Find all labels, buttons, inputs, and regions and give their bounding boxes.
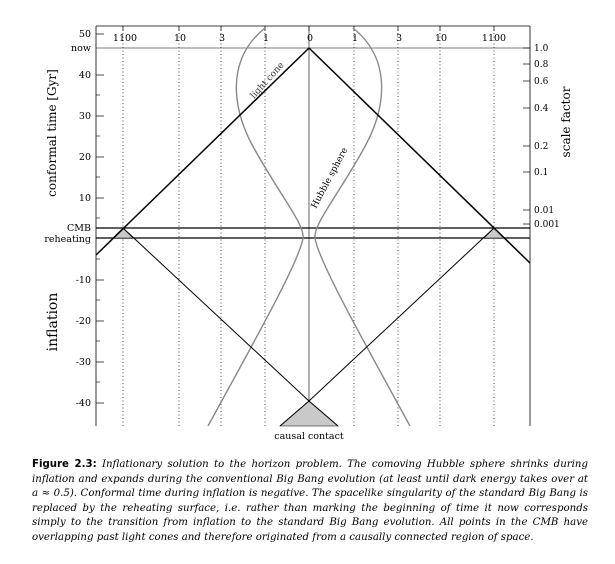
top-tick-label: 0	[306, 33, 314, 44]
right-axis-title: scale factor	[559, 86, 573, 158]
left-tick-label: 20	[78, 152, 91, 163]
right-tick-label: 0.1	[534, 168, 549, 178]
inflation-axis-title: inflation	[45, 292, 61, 352]
left-tick-label: -40	[75, 398, 91, 409]
left-tick-label: -30	[75, 357, 91, 368]
top-tick-label: 10	[434, 33, 448, 44]
left-axis-title: conformal time [Gyr]	[45, 69, 59, 197]
inflation-cone-left	[123, 228, 309, 401]
right-tick-label: 0.01	[534, 206, 555, 216]
right-tick-marks	[523, 48, 530, 224]
figure-caption	[32, 458, 588, 546]
past-light-cone-left	[96, 48, 309, 255]
causal-contact-region	[280, 401, 338, 426]
left-tick-label: -10	[75, 275, 91, 286]
now-label: now	[71, 43, 91, 54]
top-tick-label: 1100	[481, 33, 507, 44]
right-tick-label: 0.4	[534, 104, 549, 114]
left-tick-label: 50	[78, 29, 91, 40]
right-tick-label: 0.001	[534, 220, 560, 230]
right-tick-label: 0.8	[534, 60, 549, 70]
top-tick-marks	[123, 26, 494, 31]
hubble-sphere-label: Hubble sphere	[309, 146, 351, 211]
causal-contact-label: causal contact	[274, 431, 344, 442]
cmb-label: CMB	[67, 223, 91, 234]
left-tick-label: 30	[78, 111, 91, 122]
left-tick-marks	[96, 34, 104, 403]
cmb-right-cone	[484, 228, 504, 238]
right-tick-label: 1.0	[534, 44, 549, 54]
right-tick-label: 0.6	[534, 77, 549, 87]
left-tick-label: 10	[78, 193, 91, 204]
caption-label: Figure 2.3:	[32, 459, 97, 470]
inflation-cone-right	[309, 228, 494, 401]
right-tick-label: 0.2	[534, 142, 549, 152]
comoving-gridlines	[123, 26, 494, 426]
light-cone-label: light cone	[248, 60, 287, 102]
top-tick-label: 10	[173, 33, 187, 44]
top-tick-label: 1100	[112, 33, 138, 44]
top-tick-label: 3	[218, 33, 226, 44]
reheating-label: reheating	[44, 234, 91, 245]
top-tick-label: 1	[262, 33, 270, 44]
left-tick-label: 40	[78, 70, 91, 81]
caption-text: Inflationary solution to the horizon problem. The comoving Hubble sphere shrinks during inflation and expands during the conventional Big Bang evolution (at least until dark energy takes over at a ≈ 0.5). Conformal time during inflation is negative. The spacelike singularity of the standard Big Bang is replaced by the reheating surface, i.e. rather than marking the beginning of time it now corresponds simply to the transition from inflation to the standard Big Bang evolution. All points in the CMB have overlapping past light cones and therefore originated from a causally connected region of space.	[32, 459, 588, 543]
hubble-sphere-curve-right	[315, 28, 410, 426]
top-tick-label: 3	[395, 33, 403, 44]
top-tick-label: 1	[351, 33, 359, 44]
left-tick-label: -20	[75, 316, 91, 327]
